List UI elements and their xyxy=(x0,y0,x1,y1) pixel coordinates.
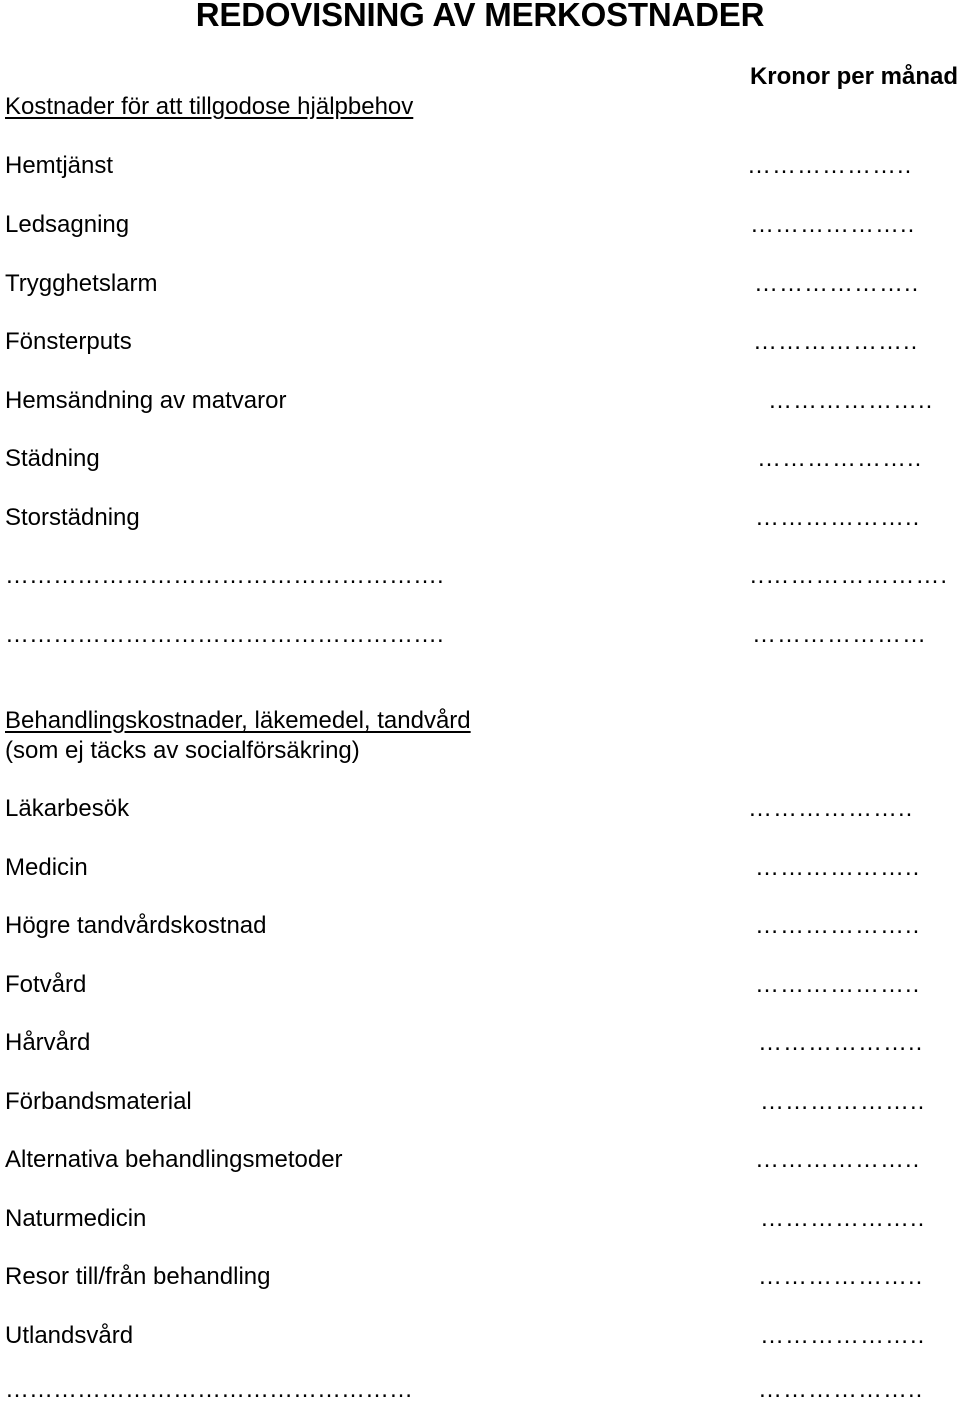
row-label-ledsagning: Ledsagning xyxy=(5,211,130,238)
row-value-trygghetslarm[interactable]: ……………….. xyxy=(754,270,920,297)
row-value-medicin[interactable]: ……………….. xyxy=(755,854,921,881)
row-value-fotvard[interactable]: ……………….. xyxy=(755,971,921,998)
column-header: Kronor per månad xyxy=(749,63,958,90)
section-heading-help-costs: Kostnader för att tillgodose hjälpbehov xyxy=(5,93,414,120)
row-value-storstadning[interactable]: ……………….. xyxy=(755,504,921,531)
blank-row-label[interactable]: …………………………………………… xyxy=(5,1376,413,1403)
row-label-stadning: Städning xyxy=(5,445,100,472)
row-label-resor: Resor till/från behandling xyxy=(5,1263,271,1290)
row-label-naturmedicin: Naturmedicin xyxy=(5,1205,147,1232)
blank-row-value[interactable]: ..…………………. xyxy=(750,562,949,589)
row-label-medicin: Medicin xyxy=(5,854,88,881)
blank-row-value[interactable]: ………………… xyxy=(752,621,927,648)
row-label-fotvard: Fotvård xyxy=(5,971,87,998)
row-label-hemsandning: Hemsändning av matvaror xyxy=(5,387,287,414)
row-label-storstadning: Storstädning xyxy=(5,504,140,531)
row-label-utlandsvard: Utlandsvård xyxy=(5,1322,134,1349)
row-value-hemsandning[interactable]: ……………….. xyxy=(768,387,934,414)
row-value-alternativa[interactable]: ……………….. xyxy=(755,1146,921,1173)
blank-row-label[interactable]: ………………………………………………. xyxy=(5,621,444,648)
row-value-utlandsvard[interactable]: ……………….. xyxy=(760,1322,926,1349)
row-label-hemtjanst: Hemtjänst xyxy=(5,152,114,179)
row-value-ledsagning[interactable]: ……………….. xyxy=(750,211,916,238)
row-value-harvard[interactable]: ……………….. xyxy=(758,1029,924,1056)
row-value-naturmedicin[interactable]: ……………….. xyxy=(760,1205,926,1232)
row-value-stadning[interactable]: ……………….. xyxy=(757,445,923,472)
blank-row-value[interactable]: ……………….. xyxy=(758,1376,924,1403)
row-label-fonsterputs: Fönsterputs xyxy=(5,328,132,355)
row-label-trygghetslarm: Trygghetslarm xyxy=(5,270,158,297)
row-label-tandvard: Högre tandvårdskostnad xyxy=(5,912,267,939)
row-label-lakarbesok: Läkarbesök xyxy=(5,795,130,822)
section-subheading: (som ej täcks av socialförsäkring) xyxy=(5,737,360,764)
row-value-forbandsmaterial[interactable]: ……………….. xyxy=(760,1088,926,1115)
row-value-hemtjanst[interactable]: ……………….. xyxy=(747,152,913,179)
section-heading-treatment-costs: Behandlingskostnader, läkemedel, tandvård xyxy=(5,707,471,734)
page-title: REDOVISNING AV MERKOSTNADER xyxy=(195,0,765,33)
row-label-alternativa: Alternativa behandlingsmetoder xyxy=(5,1146,343,1173)
row-label-harvard: Hårvård xyxy=(5,1029,91,1056)
row-value-fonsterputs[interactable]: ……………….. xyxy=(753,328,919,355)
row-value-resor[interactable]: ……………….. xyxy=(758,1263,924,1290)
row-value-lakarbesok[interactable]: ……………….. xyxy=(748,795,914,822)
row-label-forbandsmaterial: Förbandsmaterial xyxy=(5,1088,192,1115)
blank-row-label[interactable]: ………………………………………………. xyxy=(5,562,444,589)
row-value-tandvard[interactable]: ……………….. xyxy=(755,912,921,939)
